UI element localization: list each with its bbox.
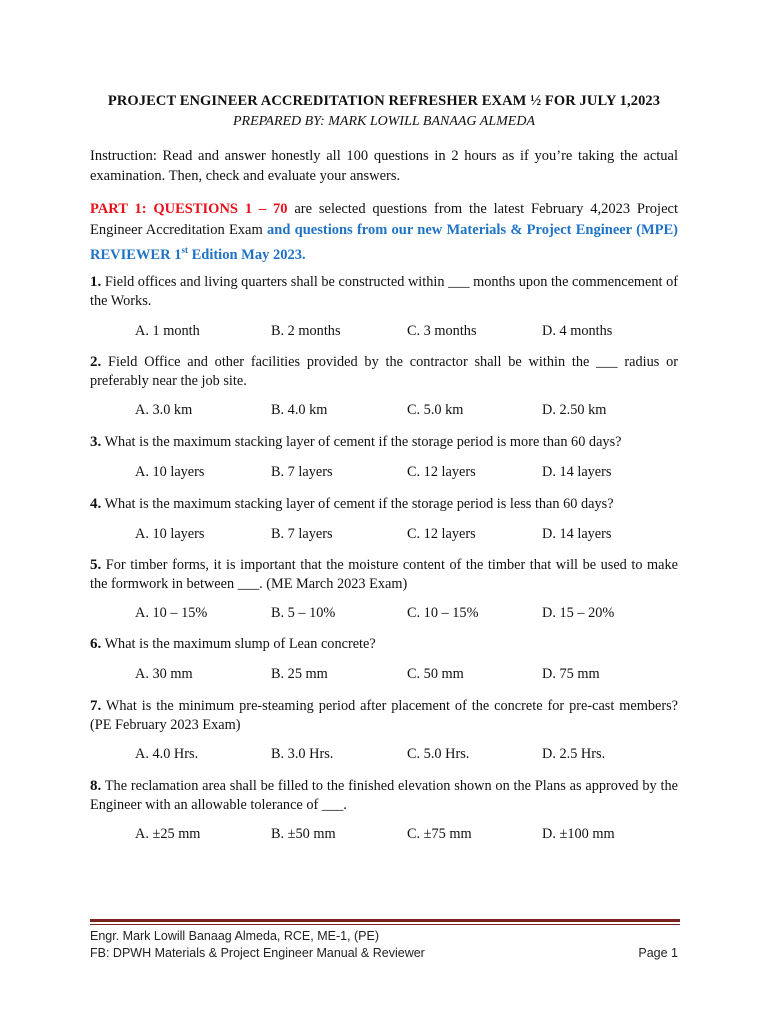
choice-a: A. 10 layers — [135, 526, 205, 542]
reviewer-sup: st — [181, 245, 188, 255]
question-number: 5. — [90, 557, 102, 573]
question-text: The reclamation area shall be filled to the finished elevation shown on the Plans as approved by the Engineer with an allowable tolerance of ___. — [90, 778, 678, 813]
question-7-choices — [90, 746, 678, 764]
choice-b: B. 3.0 Hrs. — [271, 746, 334, 762]
question-text: Field Office and other facilities provided by the contractor shall be within the ___ radius or preferably near the job site. — [90, 354, 678, 389]
choice-a: A. ±25 mm — [135, 826, 201, 842]
question-3-choices — [90, 464, 678, 482]
choice-b: B. ±50 mm — [271, 826, 336, 842]
choice-a: A. 1 month — [135, 323, 200, 339]
question-number: 3. — [90, 434, 102, 450]
question-1-choices — [90, 323, 678, 341]
question-6-choices — [90, 666, 678, 684]
question-number: 7. — [90, 698, 102, 714]
question-8 — [90, 777, 678, 814]
question-text: Field offices and living quarters shall be constructed within ___ months upon the commencement of the Works. — [90, 274, 678, 309]
choice-c: C. 12 layers — [407, 526, 476, 542]
choice-c: C. 3 months — [407, 323, 477, 339]
part-1-intro — [90, 199, 678, 265]
choice-c: C. ±75 mm — [407, 826, 472, 842]
choice-b: B. 5 – 10% — [271, 605, 336, 621]
exam-title: PROJECT ENGINEER ACCREDITATION REFRESHER EXAM ½ FOR JULY 1,2023 — [107, 93, 661, 109]
choice-a: A. 30 mm — [135, 666, 193, 682]
choice-d: D. 14 layers — [542, 526, 612, 542]
choice-b: B. 25 mm — [271, 666, 328, 682]
question-text: What is the maximum slump of Lean concrete? — [101, 636, 376, 652]
question-5-choices — [90, 605, 678, 623]
question-2-choices — [90, 402, 678, 420]
instruction-text: Instruction: Read and answer honestly all 100 questions in 2 hours as if you’re taking the actual examination. Then, check and evaluate your answers. — [90, 148, 678, 184]
question-4-choices — [90, 526, 678, 544]
choice-a: A. 3.0 km — [135, 402, 193, 418]
page-number: Page 1 — [638, 946, 678, 960]
choice-c: C. 12 layers — [407, 464, 476, 480]
choice-d: D. 2.50 km — [542, 402, 607, 418]
question-text: What is the minimum pre-steaming period after placement of the concrete for pre-cast members? (PE February 2023 Exam) — [90, 698, 678, 733]
question-2 — [90, 353, 678, 390]
choice-d: D. 2.5 Hrs. — [542, 746, 606, 762]
choice-b: B. 7 layers — [271, 464, 333, 480]
choice-c: C. 5.0 km — [407, 402, 464, 418]
choice-d: D. 75 mm — [542, 666, 600, 682]
part-1-text: are selected questions from the latest February 4,2023 Project Engineer Accreditation Exam — [90, 201, 678, 238]
question-text: For timber forms, it is important that the moisture content of the timber that will be used to make the formwork in between ___. (ME March 2023 Exam) — [90, 557, 678, 592]
footer-divider-thin — [90, 924, 680, 925]
question-6 — [90, 635, 678, 654]
choice-d: D. 15 – 20% — [542, 605, 615, 621]
question-text: What is the maximum stacking layer of cement if the storage period is less than 60 days? — [101, 496, 614, 512]
choice-a: A. 4.0 Hrs. — [135, 746, 199, 762]
choice-d: D. ±100 mm — [542, 826, 615, 842]
question-3 — [90, 433, 678, 452]
question-1 — [90, 273, 678, 310]
choice-c: C. 10 – 15% — [407, 605, 479, 621]
question-4 — [90, 495, 678, 514]
reviewer-tail: Edition May 2023. — [187, 246, 306, 263]
choice-b: B. 2 months — [271, 323, 341, 339]
question-number: 1. — [90, 274, 102, 290]
choice-d: D. 4 months — [542, 323, 613, 339]
footer-divider — [90, 919, 680, 922]
question-8-choices — [90, 826, 678, 844]
question-5 — [90, 556, 678, 593]
footer-author: Engr. Mark Lowill Banaag Almeda, RCE, ME-1, (PE) — [90, 929, 380, 943]
question-number: 2. — [90, 354, 102, 370]
footer-fb-text: FB: DPWH Materials & Project Engineer Manual & Reviewer — [90, 946, 425, 960]
question-number: 4. — [90, 496, 102, 512]
choice-a: A. 10 layers — [135, 464, 205, 480]
question-text: What is the maximum stacking layer of cement if the storage period is more than 60 days? — [101, 434, 622, 450]
question-number: 6. — [90, 636, 102, 652]
choice-c: C. 50 mm — [407, 666, 464, 682]
prepared-by: PREPARED BY: MARK LOWILL BANAAG ALMEDA — [232, 114, 536, 129]
choice-a: A. 10 – 15% — [135, 605, 208, 621]
footer-source — [90, 946, 678, 960]
choice-c: C. 5.0 Hrs. — [407, 746, 470, 762]
part-1-label: PART 1: QUESTIONS 1 – 70 — [90, 201, 288, 217]
choice-b: B. 7 layers — [271, 526, 333, 542]
reviewer-main: and questions from our new Materials & Project Engineer (MPE) REVIEWER 1 — [90, 221, 678, 263]
question-number: 8. — [90, 778, 102, 794]
choice-b: B. 4.0 km — [271, 402, 328, 418]
choice-d: D. 14 layers — [542, 464, 612, 480]
question-7 — [90, 697, 678, 734]
